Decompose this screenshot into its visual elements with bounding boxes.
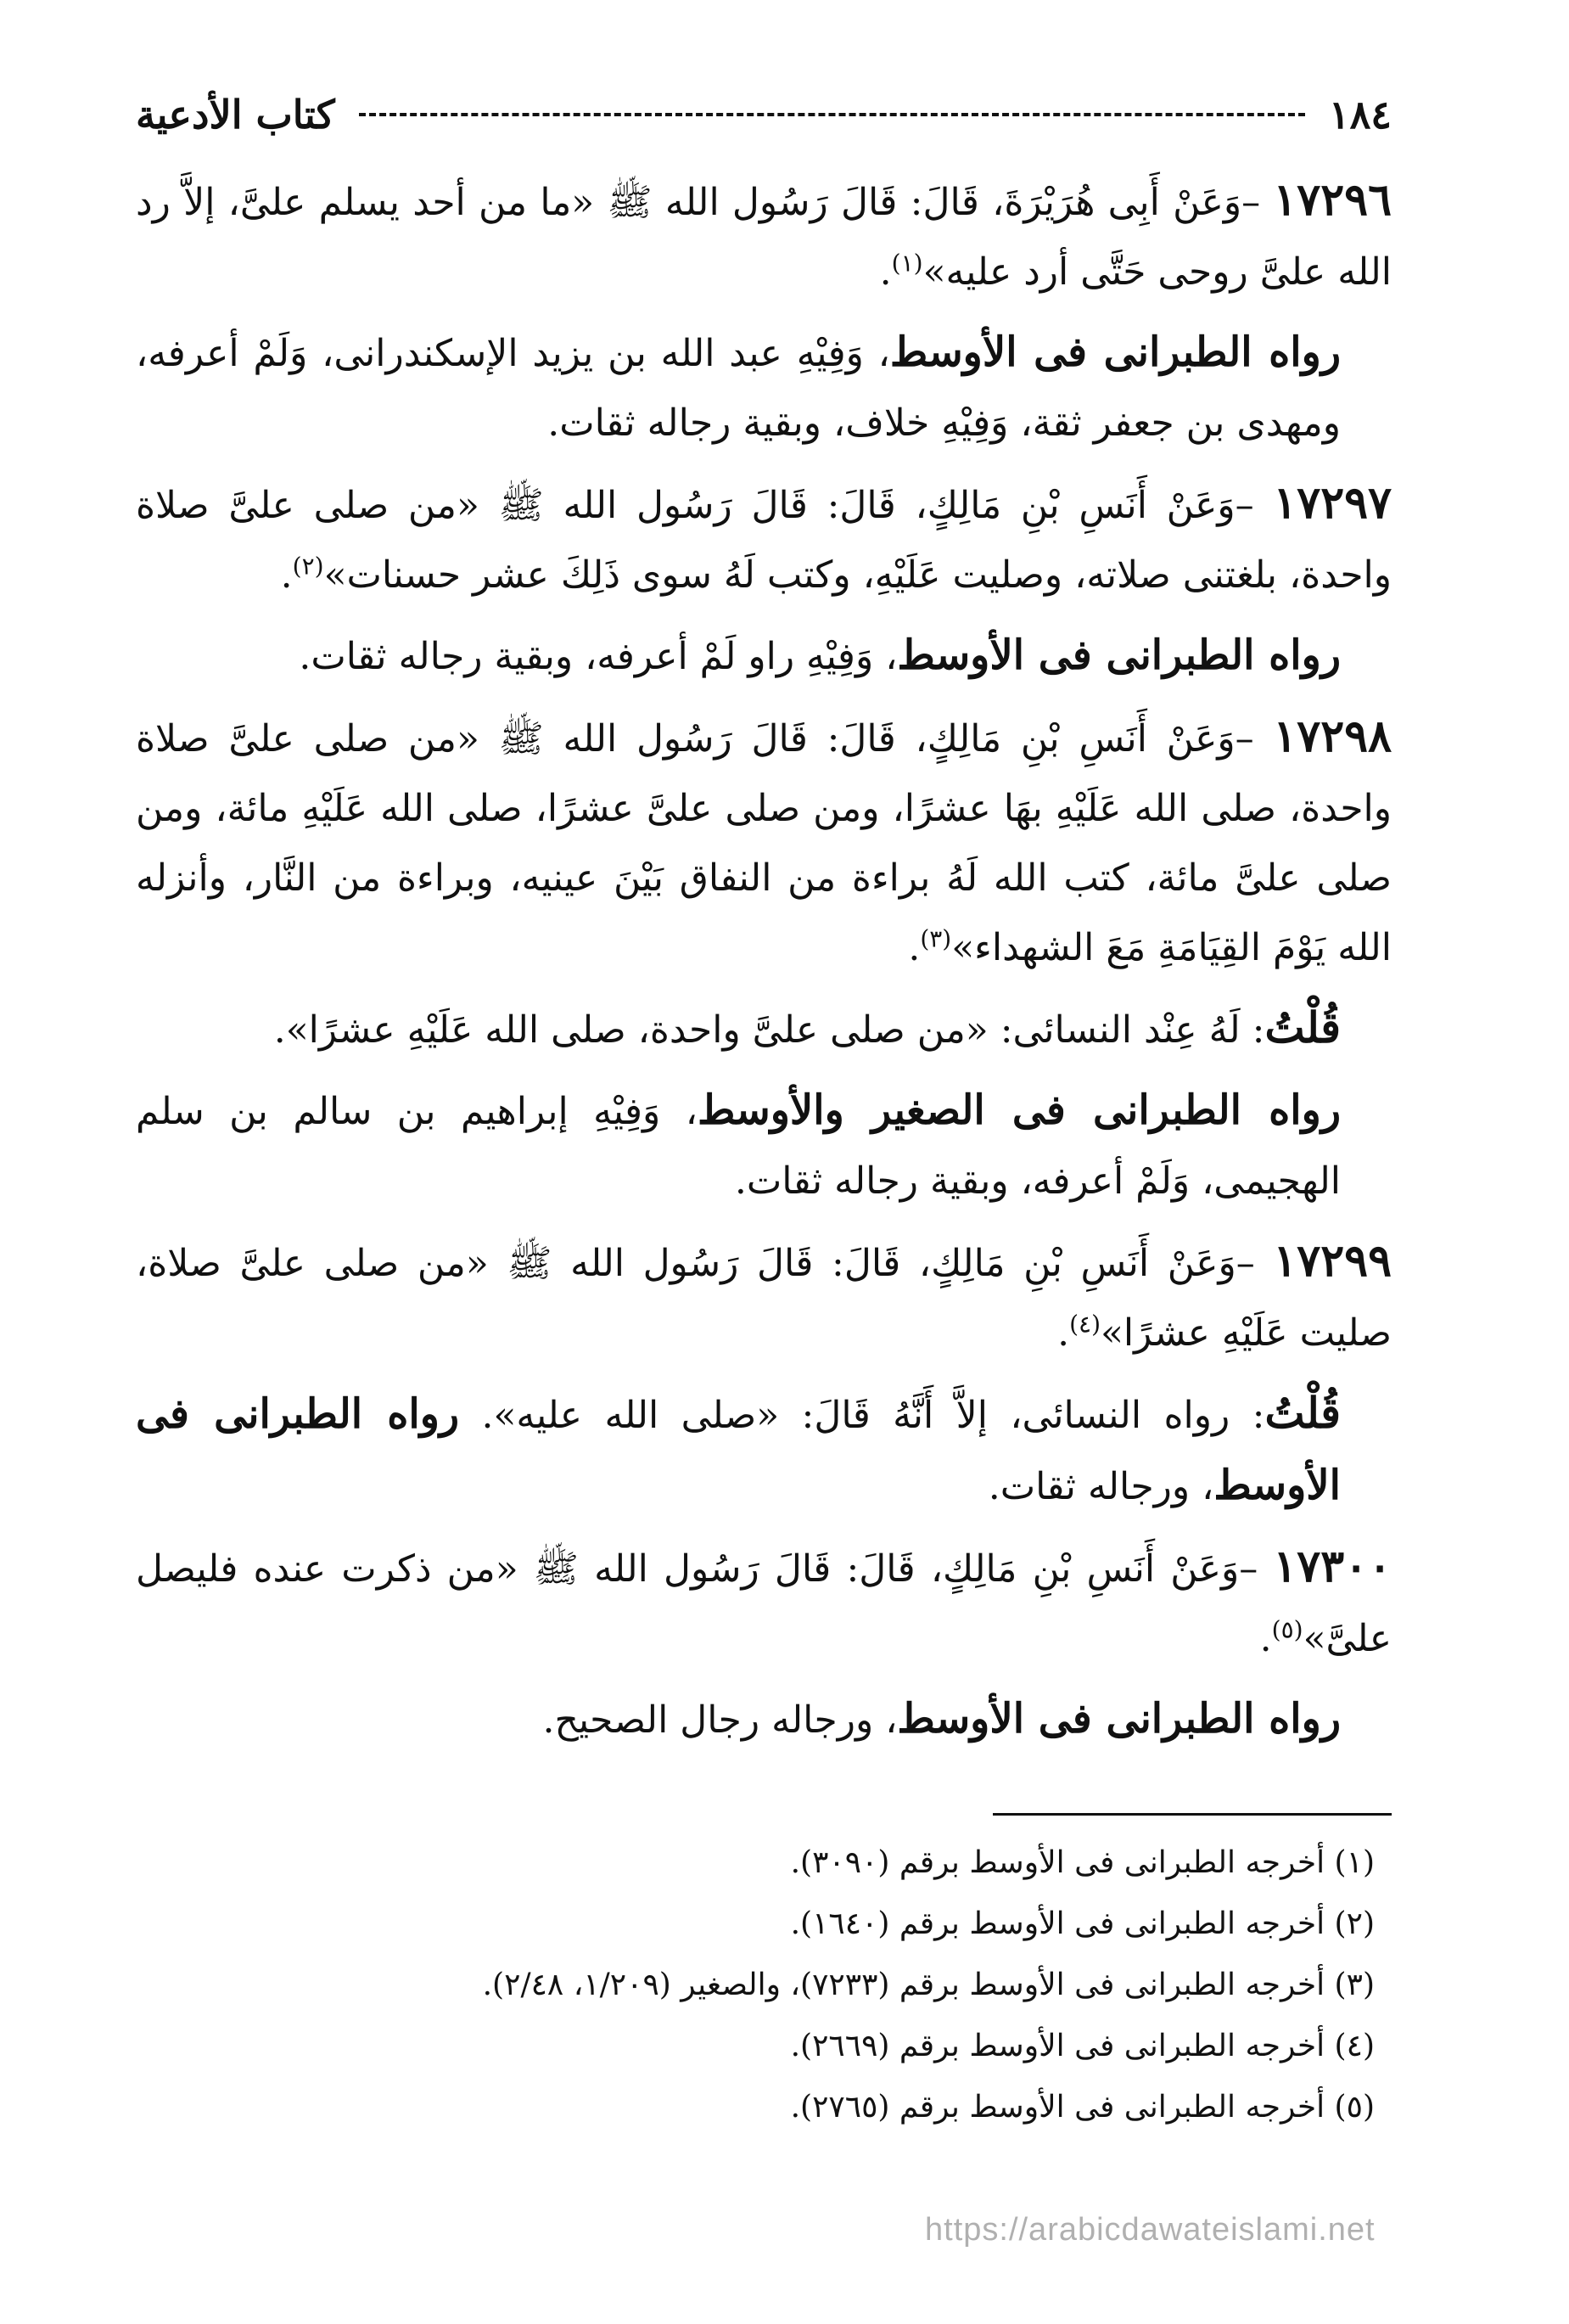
footnotes <box>136 1833 1392 2138</box>
footnote-ref[interactable]: (٤) <box>1069 1310 1101 1339</box>
source-label: رواه الطبرانى فى الصغير والأوسط <box>697 1086 1341 1134</box>
footnote-separator-row <box>136 1765 1392 1833</box>
qult-label: قُلْتُ <box>1264 1002 1341 1053</box>
footnote-3: (٣) أخرجه الطبرانى فى الأوسط برقم (٧٢٣٣)، والصغير (١/٢٠٩، ٢/٤٨). <box>482 1968 1375 2002</box>
hadith-text: –وَعَنْ أَنَسِ بْنِ مَالِكٍ، قَالَ: قَالَ رَسُول الله ﷺ «من ذكرت عنده فليصل علىَّ» <box>136 1547 1392 1660</box>
hadith-number: ١٧٢٩٩ <box>1273 1235 1392 1287</box>
hadith-number: ١٧٣٠٠ <box>1273 1541 1392 1592</box>
hadith-text: –وَعَنْ أَبِى هُرَيْرَةَ، قَالَ: قَالَ رَسُول الله ﷺ «ما من أحد يسلم علىَّ، إلاَّ رد الله علىَّ روحى حَتَّى أرد عليه» <box>136 181 1392 294</box>
hadith-17298 <box>136 702 1392 983</box>
note-text: ، ورجاله رجال الصحيح. <box>542 1698 898 1742</box>
remark-text-2: ، ورجاله ثقات. <box>988 1465 1214 1508</box>
footnote-1: (١) أخرجه الطبرانى فى الأوسط برقم (٣٠٩٠). <box>790 1845 1375 1880</box>
hadith-number: ١٧٢٩٧ <box>1273 477 1392 529</box>
source-label: رواه الطبرانى فى الأوسط <box>889 328 1341 376</box>
punct: . <box>908 926 921 969</box>
note-text: ، وَفِيْهِ راو لَمْ أعرفه، وبقية رجاله ثقات. <box>299 635 898 678</box>
punct: . <box>1057 1311 1070 1355</box>
hadith-number: ١٧٢٩٨ <box>1273 710 1392 762</box>
hadith-text: –وَعَنْ أَنَسِ بْنِ مَالِكٍ، قَالَ: قَالَ رَسُول الله ﷺ «من صلى علىَّ صلاة، صليت عَلَيْهِ عشرًا» <box>136 1242 1392 1355</box>
hadith-17297 <box>136 469 1392 610</box>
footnote-4: (٤) أخرجه الطبرانى فى الأوسط برقم (٢٦٦٩). <box>790 2029 1375 2063</box>
hadith-text: –وَعَنْ أَنَسِ بْنِ مَالِكٍ، قَالَ: قَالَ رَسُول الله ﷺ «من صلى علىَّ صلاة واحدة، صلى الله عَلَيْهِ بهَا عشرًا، ومن صلى علىَّ عشرًا، صلى الله عَلَيْهِ مائة، ومن صلى علىَّ مائة، كتب الله لَهُ براءة من النفاق بَيْنَ عينيه، وبراءة من النَّار، وأنزله الله يَوْمَ القِيَامَةِ مَعَ الشهداء» <box>136 717 1392 969</box>
source-label: رواه الطبرانى فى الأوسط <box>897 632 1341 679</box>
narration-note <box>136 317 1392 458</box>
footnote-ref[interactable]: (٣) <box>920 924 952 953</box>
author-remark <box>136 993 1392 1065</box>
source-label: رواه الطبرانى فى الأوسط <box>136 1390 1341 1509</box>
hadith-number: ١٧٢٩٦ <box>1273 174 1392 226</box>
punct: . <box>280 553 293 597</box>
remark-text: : لَهُ عِنْد النسائى: «من صلى علىَّ واحدة، صلى الله عَلَيْهِ عشرًا». <box>273 1008 1265 1052</box>
punct: . <box>1259 1617 1272 1660</box>
page <box>136 81 1392 2304</box>
footnote-2: (٢) أخرجه الطبرانى فى الأوسط برقم (١٦٤٠). <box>790 1906 1375 1941</box>
hadith-17296 <box>136 166 1392 307</box>
narration-note <box>136 1075 1392 1216</box>
hadith-text: –وَعَنْ أَنَسِ بْنِ مَالِكٍ، قَالَ: قَالَ رَسُول الله ﷺ «من صلى علىَّ صلاة واحدة، بلغتنى صلاته، وصليت عَلَيْهِ، وكتب لَهُ سوى ذَلِكَ عشر حسنات» <box>136 484 1392 597</box>
page-header <box>136 81 1392 149</box>
author-remark <box>136 1378 1392 1522</box>
main-text <box>136 166 1392 1755</box>
note-text: ، وَفِيْهِ عبد الله بن يزيد الإسكندرانى، وَلَمْ أعرفه، ومهدى بن جعفر ثقة، وَفِيْهِ خلاف، وبقية رجاله ثقات. <box>136 332 1341 445</box>
header-dashed-rule <box>359 113 1305 116</box>
footnote-separator <box>993 1813 1392 1816</box>
footnote-5: (٥) أخرجه الطبرانى فى الأوسط برقم (٢٧٦٥). <box>790 2090 1375 2125</box>
book-title: كتاب الأدعية <box>136 92 335 138</box>
page-number: ١٨٤ <box>1328 92 1392 138</box>
narration-note <box>136 620 1392 692</box>
source-label: رواه الطبرانى فى الأوسط <box>897 1695 1341 1743</box>
punct: . <box>879 250 892 294</box>
remark-text: : رواه النسائى، إلاَّ أَنَّهُ قَالَ: «صلى الله عليه». <box>459 1394 1265 1437</box>
footnote-ref[interactable]: (١) <box>891 249 923 278</box>
footnote-ref[interactable]: (٥) <box>1271 1615 1303 1644</box>
qult-label: قُلْتُ <box>1264 1388 1341 1438</box>
hadith-17300 <box>136 1532 1392 1674</box>
note-text: ، وَفِيْهِ إبراهيم بن سالم بن سلم الهجيمى، وَلَمْ أعرفه، وبقية رجاله ثقات. <box>136 1090 1341 1203</box>
footnote-ref[interactable]: (٢) <box>292 552 324 581</box>
narration-note <box>136 1684 1392 1755</box>
watermark-url: https://arabicdawateislami.net <box>925 2212 1376 2248</box>
hadith-17299 <box>136 1227 1392 1368</box>
